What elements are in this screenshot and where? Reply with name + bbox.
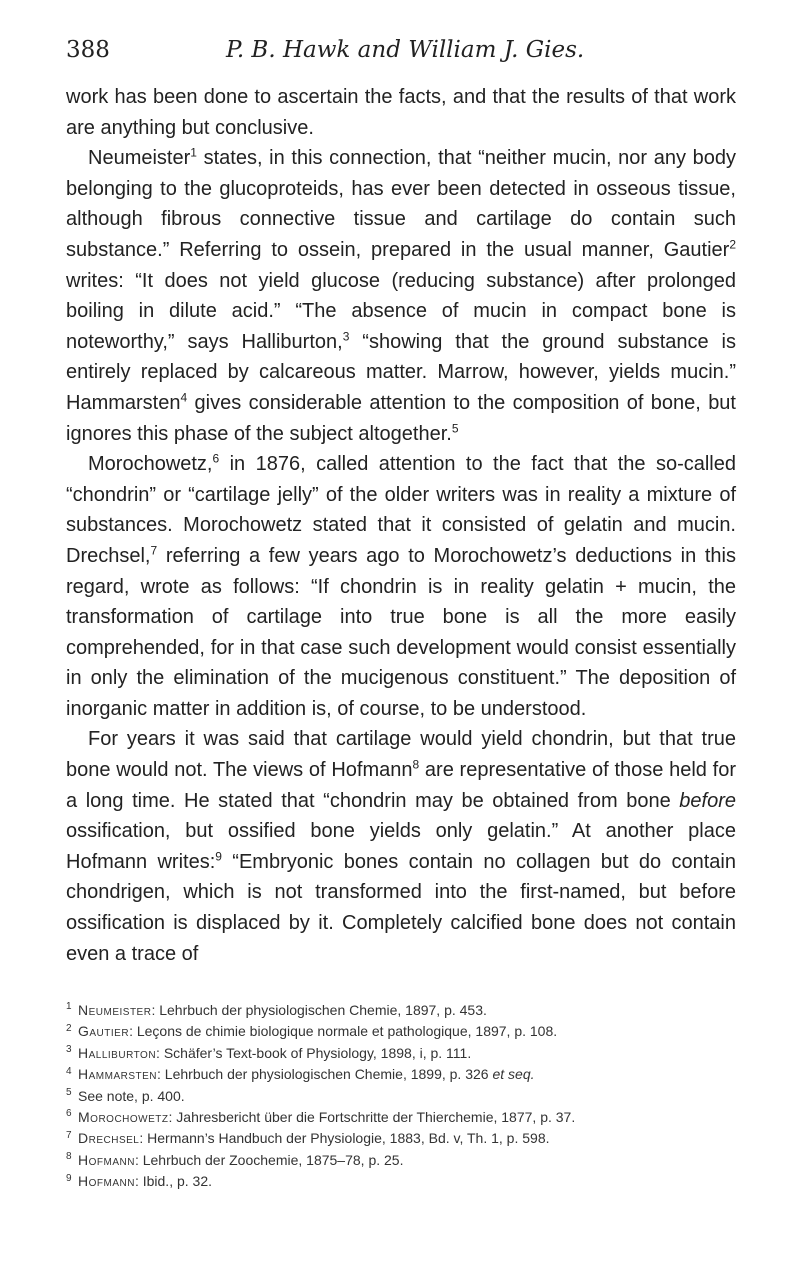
- footnote-4: $^4$ Hammarsten: Lehrbuch der physiologischen Chemie, 1899, p. 326 et seq.: [66, 1065, 535, 1083]
- footnote-7: $^7$ Drechsel: Hermann’s Handbuch der Physiologie, 1883, Bd. v, Th. 1, p. 598.: [66, 1129, 550, 1147]
- footnote-ref-4: 4: [180, 390, 188, 405]
- footnote-ref-3: 3: [342, 329, 350, 344]
- footnote-ref-5: 5: [451, 420, 459, 435]
- footnotes: [66, 1000, 736, 1193]
- paragraph-4: For years it was said that cartilage would yield chondrin, but that true bone would not. The views of Hofmann$^8$ are representative of those held for a long time. He stated that “chondrin may be obtained from bone before ossification, but ossified bone yields only gelatin.” At another place Hofmann writes:$^9$ “Embryonic bones contain no collagen but do contain chondrigen, which is not transformed into the first-named, but before ossification is displaced by it. Completely calcified bone does not contain even a trace of: [66, 728, 737, 965]
- footnote-9: $^9$ Hofmann: Ibid., p. 32.: [66, 1172, 213, 1190]
- paragraph-3: Morochowetz,$^6$ in 1876, called attention to the fact that the so-called “chondrin” or “cartilage jelly” of the older writers was in reality a mixture of substances. Morochowetz stated that it consisted of gelatin and mucin. Drechsel,$^7$ referring a few years ago to Morochowetz’s deductions in this regard, wrote as follows: “If chondrin is in reality gelatin + mucin, the transformation of cartilage into true bone is all the more easily comprehended, for in that case such development would consist essentially in only the elimination of the mucigenous constituent.” The deposition of inorganic matter in addition is, of course, to be understood.: [66, 451, 736, 720]
- footnote-2: $^2$ Gautier: Leçons de chimie biologique normale et pathologique, 1897, p. 108.: [66, 1022, 558, 1040]
- footnote-5: $^5$ See note, p. 400.: [66, 1086, 185, 1104]
- footnote-ref-8: 8: [412, 757, 420, 772]
- footnote-1: $^1$ Neumeister: Lehrbuch der physiologischen Chemie, 1897, p. 453.: [66, 1001, 487, 1018]
- page-number: 388: [66, 37, 110, 63]
- emphasis-before: before: [679, 789, 736, 812]
- paragraph-2: Neumeister$^1$ states, in this connection, that “neither mucin, nor any body belonging to the glucoproteids, has ever been detected in osseous tissue, although fibrous connective tissue and cartilage do contain such substance.” Referring to ossein, prepared in the usual manner, Gautier$^2$ writes: “It does not yield glucose (reducing substance) after prolonged boiling in dilute acid.” “The absence of mucin in compact bone is noteworthy,” says Halliburton,$^3$ “showing that the ground substance is entirely replaced by calcareous matter. Marrow, however, yields mucin.” Hammarsten$^4$ gives considerable attention to the composition of bone, but ignores this phase of the subject altogether.$^5$: [66, 145, 737, 445]
- footnote-8: $^8$ Hofmann: Lehrbuch der Zoochemie, 1875–78, p. 25.: [66, 1151, 404, 1168]
- running-title: P. B. Hawk and William J. Gies.: [226, 37, 585, 63]
- footnote-ref-9: 9: [215, 849, 222, 864]
- page-header: [66, 32, 735, 68]
- footnote-ref-7: 7: [150, 543, 158, 558]
- paragraph-1: work has been done to ascertain the facts, and that the results of that work are anything but conclusive.: [66, 86, 736, 139]
- footnote-3: $^3$ Halliburton: Schäfer’s Text-book of Physiology, 1898, i, p. 111.: [66, 1044, 472, 1061]
- footnote-ref-1: 1: [190, 145, 197, 160]
- footnote-6: $^6$ Morochowetz: Jahresbericht über die Fortschritte der Thierchemie, 1877, p. 37.: [66, 1108, 576, 1126]
- body-text: [66, 82, 736, 969]
- footnote-ref-6: 6: [212, 451, 220, 466]
- footnote-ref-2: 2: [729, 237, 736, 252]
